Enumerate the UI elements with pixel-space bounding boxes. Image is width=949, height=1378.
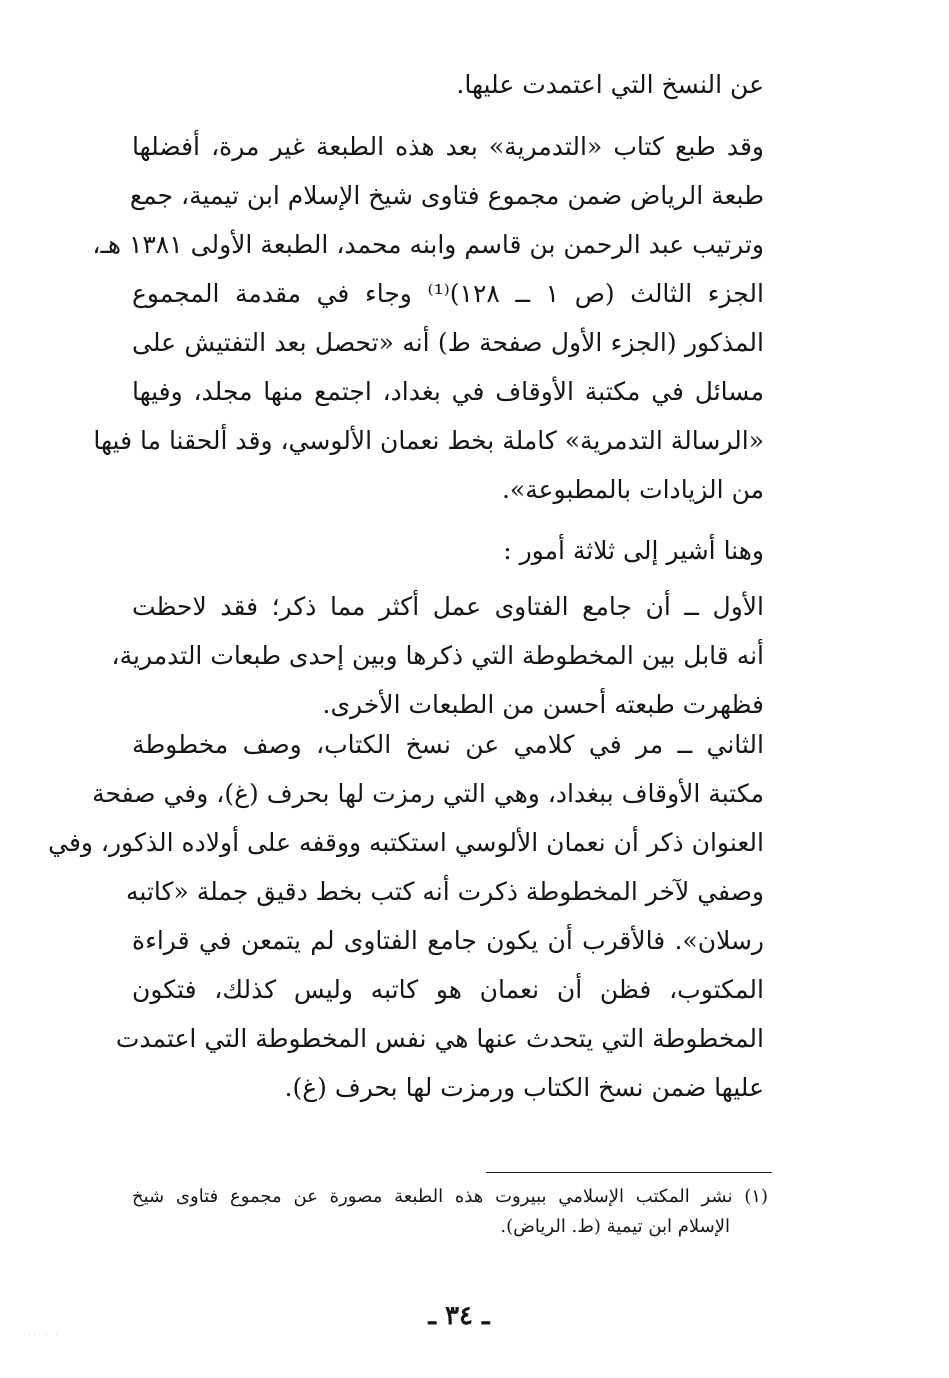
text-line: العنوان ذكر أن نعمان الألوسي استكتبه ووقفه على أولاده الذكور، وفي xyxy=(48,828,764,857)
page-number: ـ ٣٤ ـ xyxy=(428,1301,490,1331)
paragraph-first-point xyxy=(111,582,764,729)
paragraph-continuation xyxy=(132,60,764,109)
text-line: الأول ــ أن جامع الفتاوى عمل أكثر مما ذكر؛ فقد لاحظت xyxy=(132,592,764,621)
text-line: المذكور (الجزء الأول صفحة ط) أنه «تحصل بعد التفتيش على xyxy=(132,328,764,357)
text-line: وصفي لآخر المخطوطة ذكرت أنه كتب بخط دقيق جملة «كاتبه xyxy=(126,877,764,906)
text-line: وقد طبع كتاب «التدمرية» بعد هذه الطبعة غير مرة، أفضلها xyxy=(132,132,764,161)
paragraph-three-points xyxy=(132,526,764,575)
text-line: «الرسالة التدمرية» كاملة بخط نعمان الألوسي، وقد ألحقنا ما فيها xyxy=(93,426,764,455)
footnote xyxy=(132,1182,768,1242)
footnote-line: (١) نشر المكتب الإسلامي ببيروت هذه الطبعة مصورة عن مجموع فتاوى شيخ xyxy=(132,1186,768,1207)
text-line: الثاني ــ مر في كلامي عن نسخ الكتاب، وصف مخطوطة xyxy=(132,730,764,759)
paragraph-tadmuriyya-editions xyxy=(92,122,764,514)
text-line: رسلان». فالأقرب أن يكون جامع الفتاوى لم يتمعن في قراءة xyxy=(132,926,764,955)
text-line: المكتوب، فظن أن نعمان هو كاتبه وليس كذلك، فتكون xyxy=(132,975,764,1004)
text-line: طبعة الرياض ضمن مجموع فتاوى شيخ الإسلام ابن تيمية، جمع xyxy=(129,181,764,210)
text-line: عن النسخ التي اعتمدت عليها. xyxy=(456,70,764,99)
text-line: فظهرت طبعته أحسن من الطبعات الأخرى. xyxy=(322,690,764,719)
text-line: الجزء الثالث (ص ١ ــ ١٢٨)⁽¹⁾ وجاء في مقدمة المجموع xyxy=(132,279,764,308)
paragraph-second-point xyxy=(48,720,764,1112)
text-line: عليها ضمن نسخ الكتاب ورمزت لها بحرف (غ). xyxy=(284,1073,764,1102)
scan-speck-decoration: ·· · · xyxy=(28,1330,62,1339)
text-line: وهنا أشير إلى ثلاثة أمور : xyxy=(503,536,764,565)
text-line: وترتيب عبد الرحمن بن قاسم وابنه محمد، الطبعة الأولى ١٣٨١ هـ، xyxy=(92,230,764,259)
footnote-separator xyxy=(486,1172,772,1173)
text-line: مسائل في مكتبة الأوقاف في بغداد، اجتمع منها مجلد، وفيها xyxy=(132,377,764,406)
text-line: مكتبة الأوقاف ببغداد، وهي التي رمزت لها بحرف (غ)، وفي صفحة xyxy=(92,779,764,808)
text-line: المخطوطة التي يتحدث عنها هي نفس المخطوطة التي اعتمدت xyxy=(115,1024,764,1053)
text-line: من الزيادات بالمطبوعة». xyxy=(501,475,764,504)
text-line: أنه قابل بين المخطوطة التي ذكرها وبين إحدى طبعات التدمرية، xyxy=(111,641,764,670)
footnote-line: الإسلام ابن تيمية (ط. الرياض). xyxy=(500,1216,730,1237)
